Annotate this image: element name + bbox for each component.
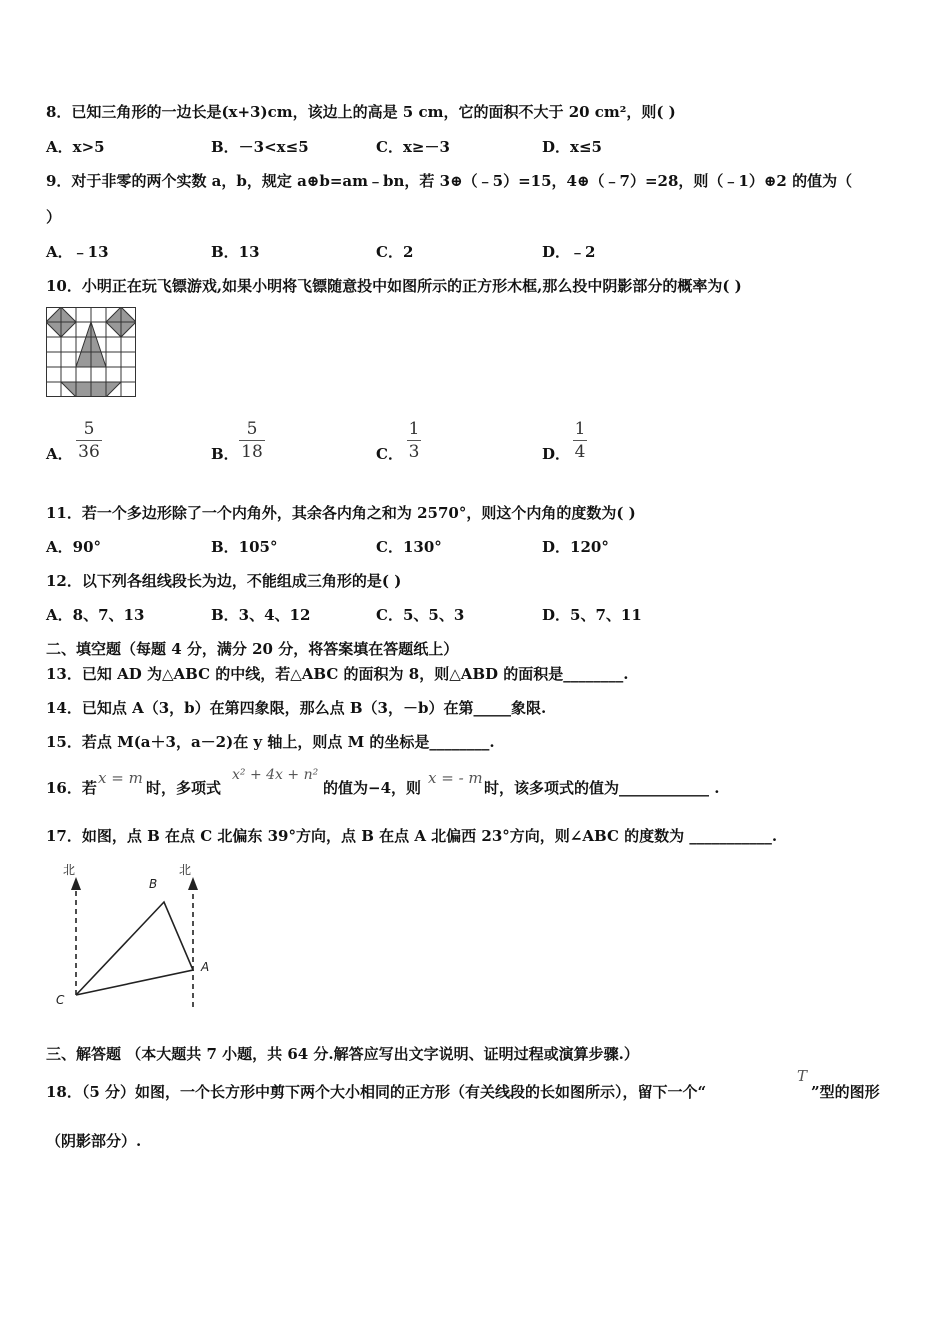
q12-option-d[interactable]: D．5、7、11 [542, 606, 642, 624]
q10-option-a-label[interactable]: A． [46, 445, 73, 463]
q11-option-a[interactable]: A．90° [46, 538, 102, 556]
q10-option-c-fraction [404, 418, 424, 463]
q17-stem: 17．如图，点 B 在点 C 北偏东 39°方向，点 B 在点 A 北偏西 23°方向，则∠ABC 的度数为 ___________. [46, 827, 778, 845]
q18-continued: （阴影部分）. [46, 1132, 142, 1150]
q14-stem: 14．已知点 A（3，b）在第四象限，那么点 B（3，－b）在第_____象限. [46, 699, 547, 717]
point-c-label: C [56, 993, 65, 1007]
q8-option-c[interactable]: C．x≥－3 [376, 138, 450, 156]
numerator: 5 [246, 419, 258, 439]
q11-option-d[interactable]: D．120° [542, 538, 609, 556]
q10-option-b-label[interactable]: B． [211, 445, 239, 463]
denominator: 18 [241, 442, 263, 462]
q12-option-b[interactable]: B．3、4、12 [211, 606, 311, 624]
north-label-1: 北 [63, 863, 76, 877]
q16-math-x-eq-m: x = m [98, 769, 143, 787]
q15-stem: 15．若点 M(a＋3，a－2)在 y 轴上，则点 M 的坐标是________. [46, 733, 495, 751]
north-label-2: 北 [179, 863, 192, 877]
q11-option-b[interactable]: B．105° [211, 538, 278, 556]
north-arrow-c [71, 877, 81, 890]
q12-stem: 12．以下列各组线段长为边，不能组成三角形的是( ) [46, 572, 402, 590]
q12-option-a[interactable]: A．8、7、13 [46, 606, 145, 624]
q8-option-d[interactable]: D．x≤5 [542, 138, 602, 156]
q10-option-d-fraction [570, 418, 590, 463]
north-arrow-a [188, 877, 198, 890]
q9-option-d[interactable]: D．﹣2 [542, 243, 596, 261]
q10-option-b-fraction [237, 418, 267, 463]
q9-stem: 9．对于非零的两个实数 a，b，规定 a⊕b=am﹣bn，若 3⊕（﹣5）=15，4⊕（﹣7）=28，则（﹣1）⊕2 的值为（ [46, 172, 853, 190]
denominator: 3 [408, 442, 420, 462]
q16-math-polynomial: x² + 4x + n² [232, 767, 319, 783]
q16-math-x-eq-neg-m: x = - m [428, 769, 483, 787]
q9-option-c[interactable]: C．2 [376, 243, 414, 261]
q16-part-4: 时，该多项式的值为____________ . [484, 779, 720, 797]
q8-option-a[interactable]: A．x>5 [46, 138, 105, 156]
q11-stem: 11．若一个多边形除了一个内角外，其余各内角之和为 2570°，则这个内角的度数为( ) [46, 504, 636, 522]
dartboard-figure [46, 307, 136, 397]
section-2-heading: 二、填空题（每题 4 分，满分 20 分，将答案填在答题纸上） [46, 640, 459, 658]
q18-math-t: T [797, 1067, 808, 1085]
numerator: 1 [408, 419, 420, 439]
q8-stem: 8．已知三角形的一边长是(x+3)cm，该边上的高是 5 cm，它的面积不大于 20 cm²，则( ) [46, 103, 676, 121]
q9-option-a[interactable]: A．﹣13 [46, 243, 109, 261]
denominator: 36 [78, 442, 100, 462]
q10-option-c-label[interactable]: C． [376, 445, 403, 463]
point-b-label: B [149, 877, 158, 891]
q13-stem: 13．已知 AD 为△ABC 的中线，若△ABC 的面积为 8，则△ABD 的面积是________. [46, 665, 629, 683]
q9-stem-continued: ） [46, 208, 62, 226]
q16-part-2: 时，多项式 [146, 779, 222, 797]
numerator: 1 [574, 419, 586, 439]
q10-option-d-label[interactable]: D． [542, 445, 571, 463]
numerator: 5 [83, 419, 95, 439]
point-a-label: A [201, 960, 210, 974]
q16-part-1: 16．若 [46, 779, 97, 797]
q16-part-3: 的值为−4，则 [323, 779, 422, 797]
q8-option-b[interactable]: B．－3<x≤5 [211, 138, 309, 156]
q11-option-c[interactable]: C．130° [376, 538, 442, 556]
denominator: 4 [574, 442, 586, 462]
q18-part-1: 18．（5 分）如图，一个长方形中剪下两个大小相同的正方形（有关线段的长如图所示），留下一个“ [46, 1083, 707, 1101]
q17-direction-figure [46, 855, 226, 1015]
q12-option-c[interactable]: C．5、5、3 [376, 606, 465, 624]
q9-option-b[interactable]: B．13 [211, 243, 260, 261]
q10-option-a-fraction [74, 418, 104, 463]
q18-part-2: ”型的图形 [811, 1083, 880, 1101]
q10-stem: 10．小明正在玩飞镖游戏,如果小明将飞镖随意投中如图所示的正方形木框,那么投中阴影部分的概率为( ) [46, 277, 742, 295]
section-3-heading: 三、解答题 （本大题共 7 小题，共 64 分.解答应写出文字说明、证明过程或演算步骤.） [46, 1045, 639, 1063]
